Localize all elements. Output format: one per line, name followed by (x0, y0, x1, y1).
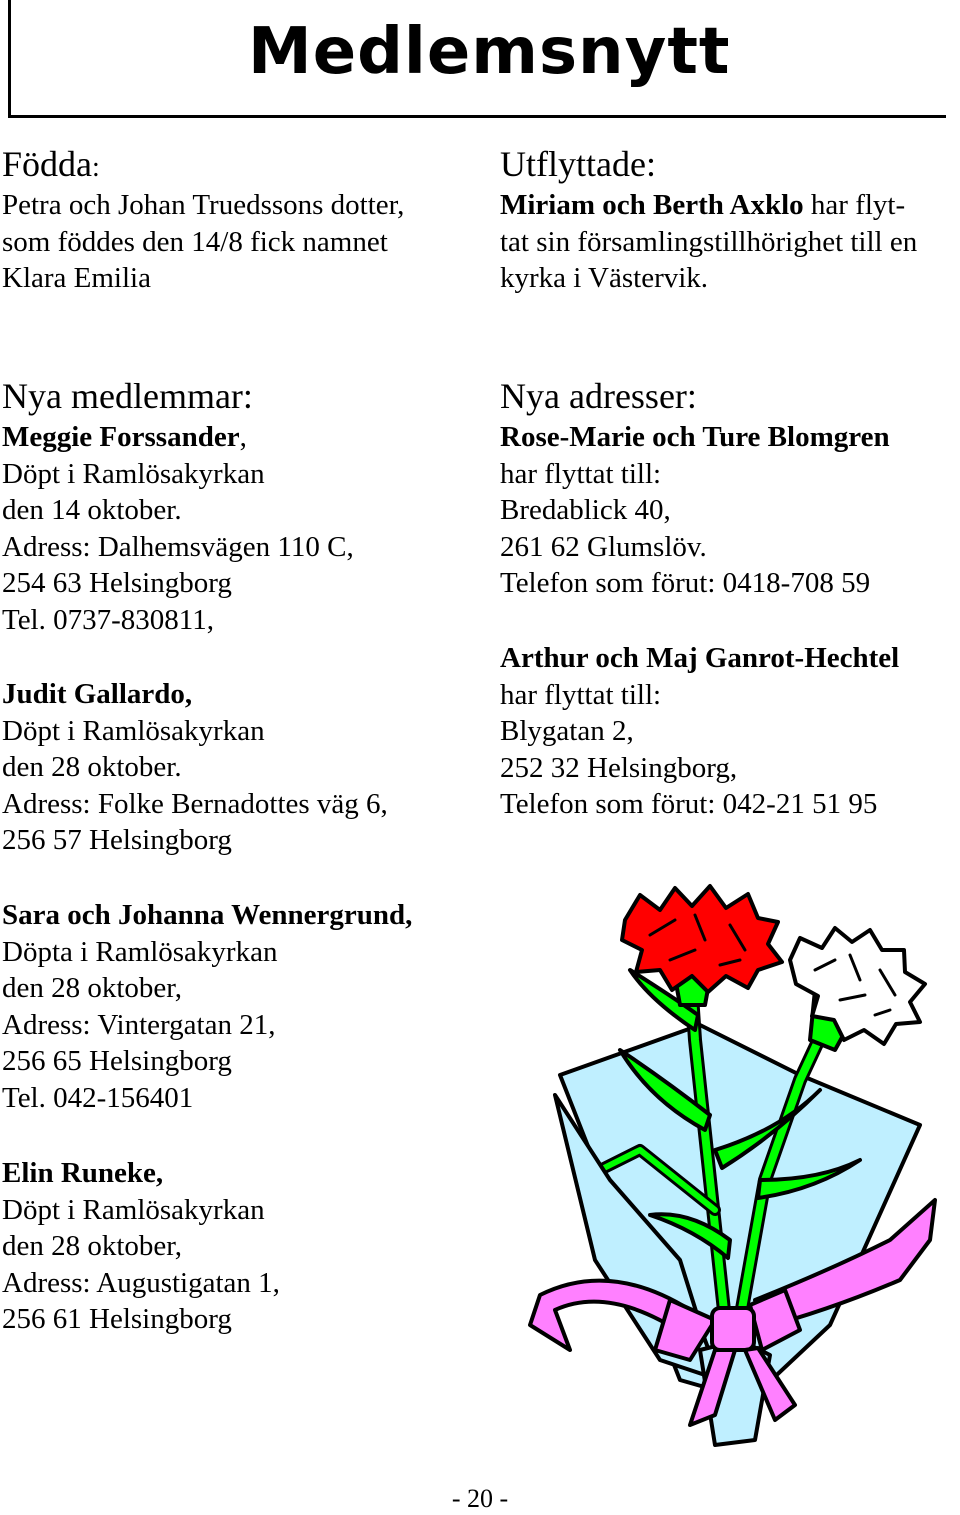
member-entry (2, 897, 412, 1117)
member-line: Adress: Augustigatan 1, (2, 1266, 280, 1299)
address-name: Rose-Marie och Ture Blomgren (500, 421, 890, 453)
utflyttade-line1-rest: har flyt- (803, 189, 906, 221)
member-name: Judit Gallardo, (2, 678, 193, 710)
member-entry (2, 419, 354, 639)
member-entry (2, 676, 388, 859)
utflyttade-text (500, 187, 917, 297)
fodda-line: som föddes den 14/8 fick namnet (2, 225, 388, 258)
member-line: Tel. 042-156401 (2, 1081, 194, 1114)
utflyttade-names: Miriam och Berth Axklo (500, 189, 804, 221)
member-line: den 14 oktober. (2, 494, 182, 527)
member-line: Döpta i Ramlösakyrkan (2, 935, 278, 968)
utflyttade-line: tat sin församlingstillhörighet till en (500, 225, 918, 258)
page-title: Medlemsnytt (248, 15, 731, 89)
fodda-line: Petra och Johan Truedssons dotter, (2, 189, 405, 221)
red-carnation (622, 886, 782, 992)
member-line: Döpt i Ramlösakyrkan (2, 714, 265, 747)
address-line: har flyttat till: (500, 457, 662, 490)
page-number: - 20 - (451, 1484, 509, 1513)
member-line: Adress: Dalhemsvägen 110 C, (2, 530, 354, 563)
address-line: 261 62 Glumslöv. (500, 530, 707, 563)
member-line: 256 65 Helsingborg (2, 1045, 232, 1078)
address-line: Bredablick 40, (500, 494, 671, 527)
nya-adresser-heading: Nya adresser: (500, 376, 697, 416)
member-name-suffix: , (239, 421, 247, 453)
member-name: Elin Runeke, (2, 1157, 164, 1189)
address-entry (500, 419, 890, 602)
member-line: den 28 oktober, (2, 1230, 183, 1263)
member-line: Adress: Folke Bernadottes väg 6, (2, 787, 388, 820)
member-entry (2, 1155, 280, 1338)
member-name-text: Meggie Forssander (2, 421, 240, 453)
member-line: 256 61 Helsingborg (2, 1303, 232, 1336)
address-entry (500, 640, 899, 823)
address-line: 252 32 Helsingborg, (500, 751, 738, 784)
address-line: Telefon som förut: 0418-708 59 (500, 567, 871, 600)
nya-medlemmar-heading: Nya medlemmar: (2, 376, 253, 416)
utflyttade-line (500, 187, 917, 224)
member-line: 254 63 Helsingborg (2, 567, 232, 600)
member-name (2, 419, 354, 456)
utflyttade-heading: Utflyttade: (500, 144, 656, 184)
member-name: Sara och Johanna Wennergrund, (2, 899, 413, 931)
address-line: Telefon som förut: 042-21 51 95 (500, 788, 878, 821)
member-line: den 28 oktober. (2, 751, 182, 784)
fodda-text (2, 187, 404, 297)
flower-bouquet-illustration (500, 880, 960, 1470)
address-name: Arthur och Maj Ganrot-Hechtel (500, 642, 900, 674)
member-line: Döpt i Ramlösakyrkan (2, 1193, 265, 1226)
fodda-heading (2, 142, 100, 190)
member-line: Adress: Vintergatan 21, (2, 1008, 276, 1041)
utflyttade-line: kyrka i Västervik. (500, 262, 709, 295)
fodda-line: Klara Emilia (2, 262, 151, 295)
address-line: har flyttat till: (500, 678, 662, 711)
member-line: Tel. 0737-830811, (2, 603, 214, 636)
ribbon-knot (712, 1308, 754, 1350)
member-line: Döpt i Ramlösakyrkan (2, 457, 265, 490)
member-line: den 28 oktober, (2, 972, 183, 1005)
member-line: 256 57 Helsingborg (2, 824, 232, 857)
fodda-heading-text: Födda (2, 144, 92, 184)
fodda-heading-colon: : (92, 152, 100, 183)
address-line: Blygatan 2, (500, 715, 634, 748)
